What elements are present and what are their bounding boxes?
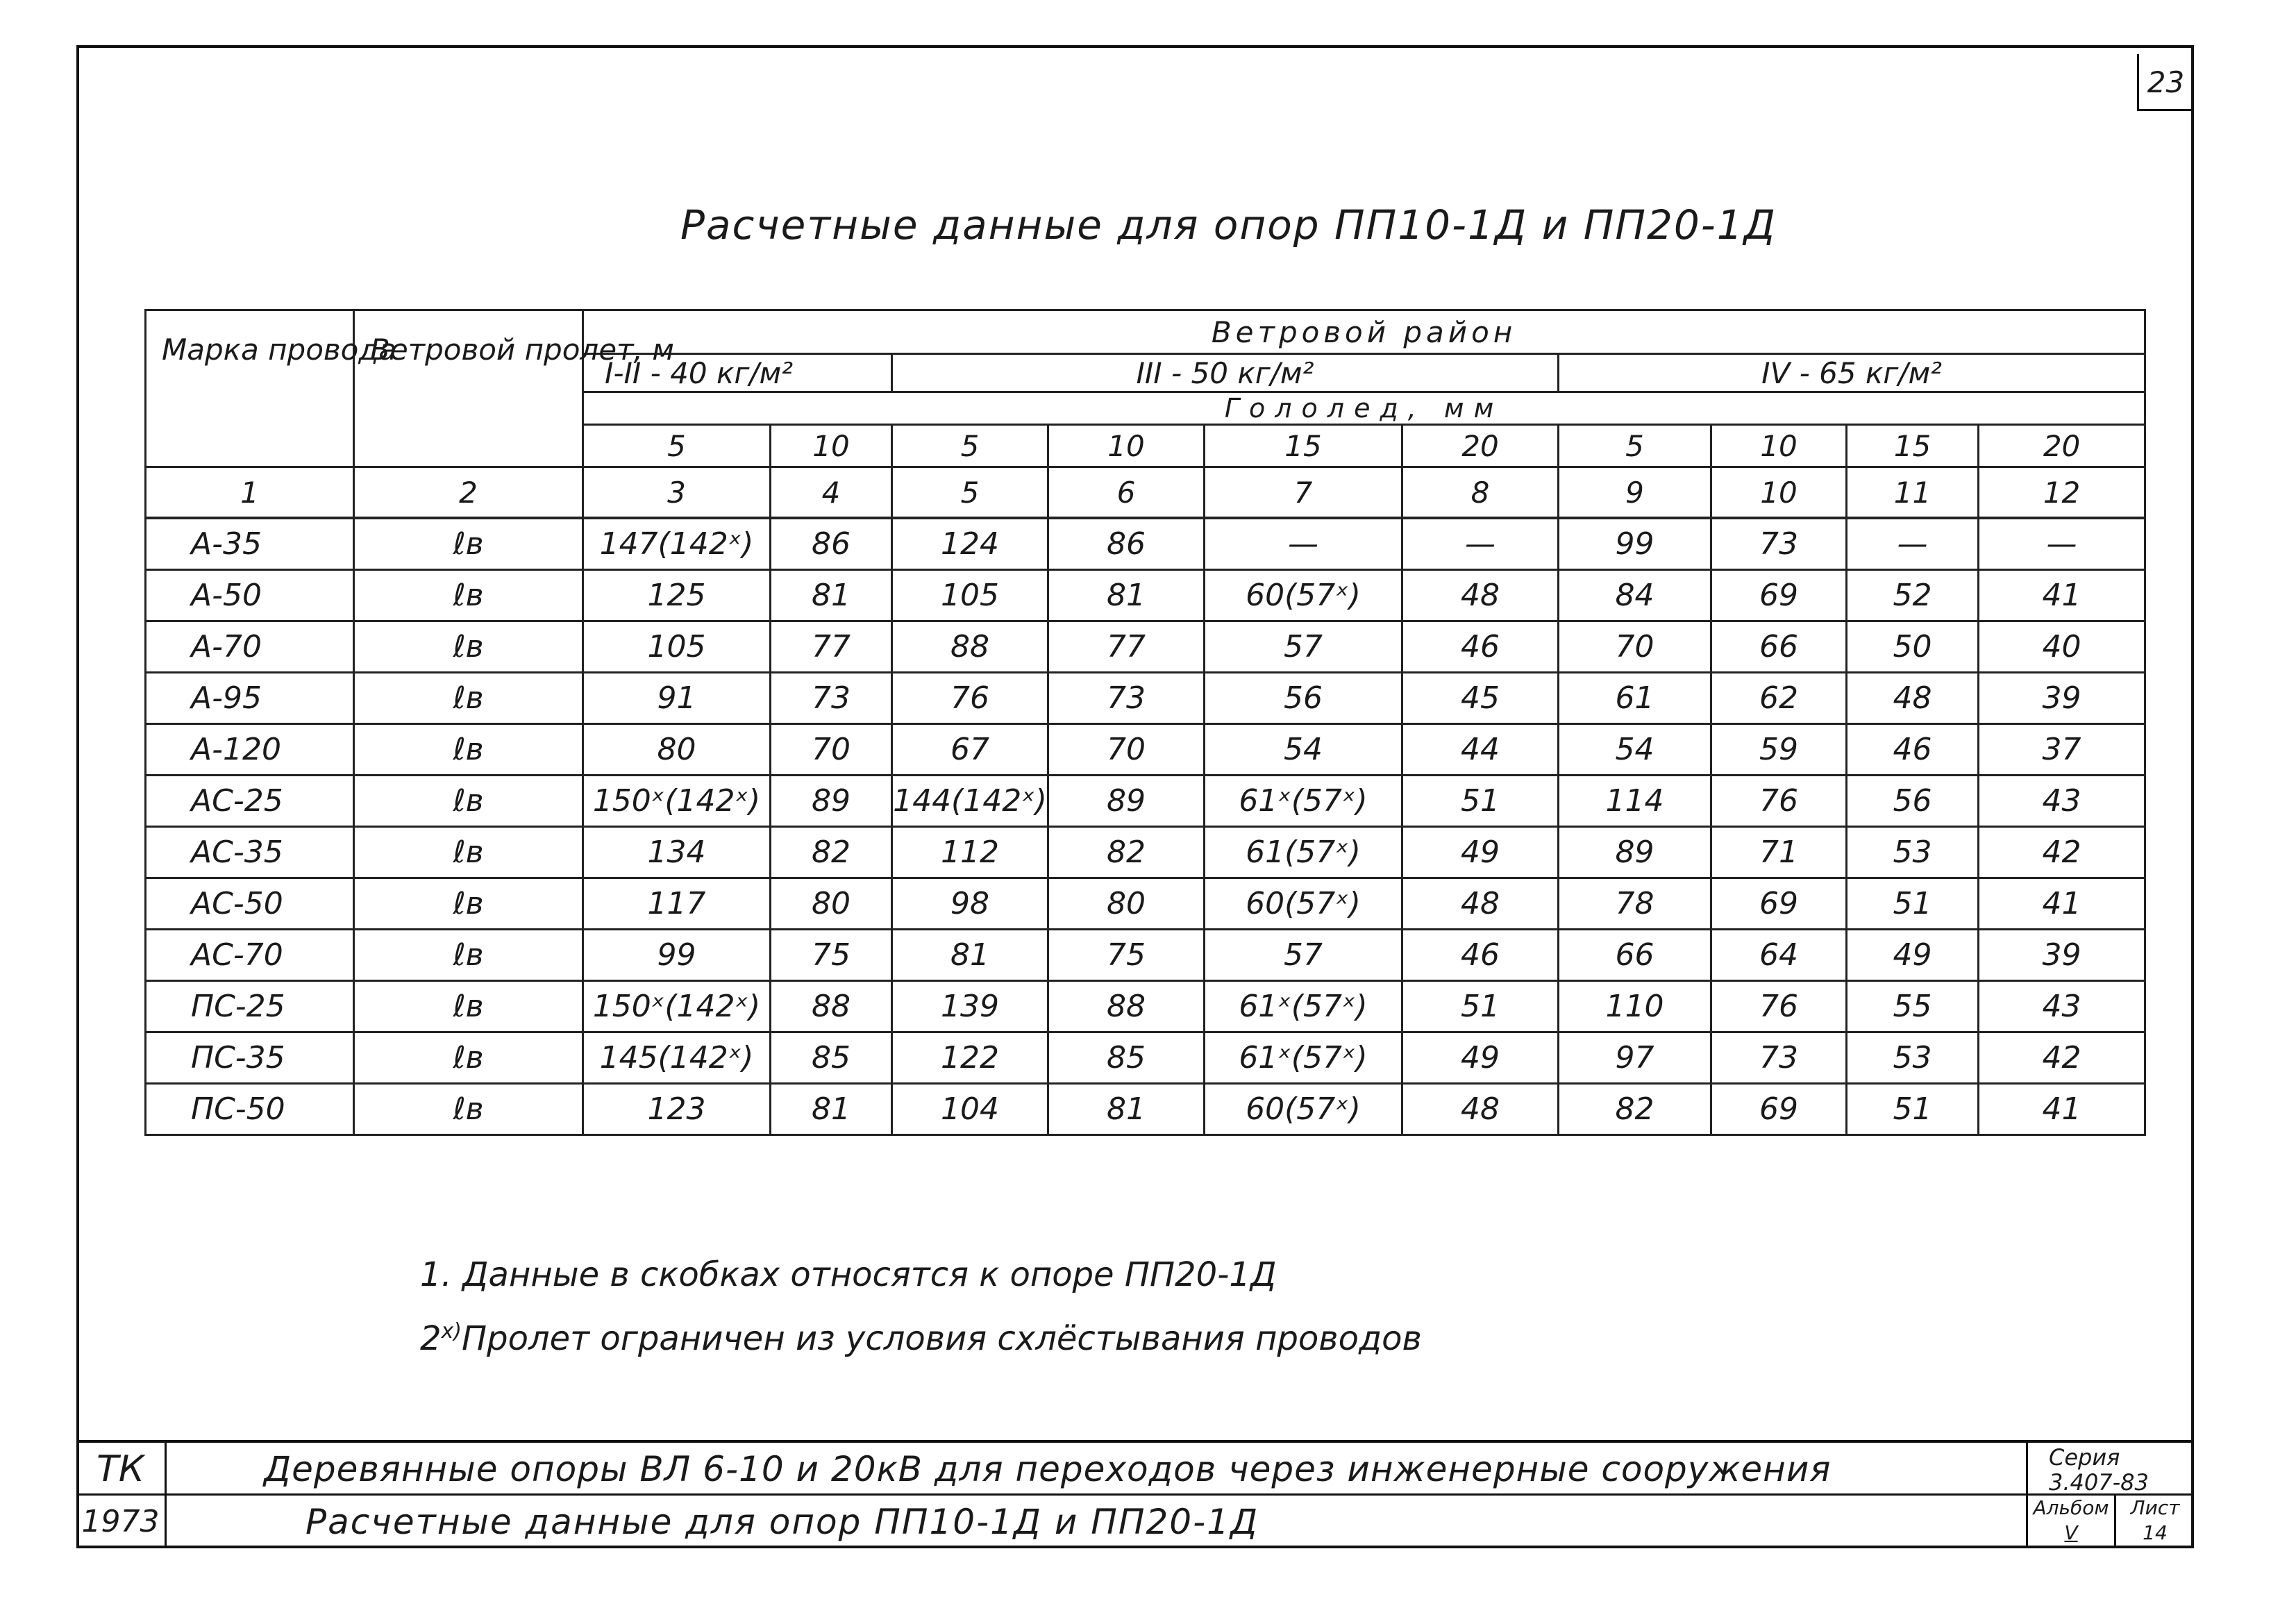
value-cell: 70 xyxy=(1048,724,1205,776)
note-2-text: Пролет ограничен из условия схлёстывания проводов xyxy=(462,1319,1422,1358)
series-value: 3.407-83 xyxy=(2049,1469,2149,1496)
value-cell: 70 xyxy=(771,724,892,776)
value-cell: 64 xyxy=(1711,930,1847,981)
series-label: Серия xyxy=(2049,1444,2120,1471)
value-cell: 76 xyxy=(1711,981,1847,1032)
value-cell: 86 xyxy=(1048,518,1205,570)
header-ice: Гололед, мм xyxy=(583,392,2145,425)
value-cell: 76 xyxy=(1711,776,1847,827)
value-cell: 84 xyxy=(1559,570,1711,621)
ice-thickness-cell: 5 xyxy=(583,425,771,467)
value-cell: 69 xyxy=(1711,570,1847,621)
value-cell: 53 xyxy=(1847,827,1979,878)
wire-brand-cell: А-70 xyxy=(146,621,354,673)
value-cell: 114 xyxy=(1559,776,1711,827)
value-cell: 89 xyxy=(1559,827,1711,878)
value-cell: 80 xyxy=(771,878,892,930)
value-cell: 45 xyxy=(1402,673,1559,724)
column-number-cell: 3 xyxy=(583,467,771,519)
value-cell: 53 xyxy=(1847,1032,1979,1084)
value-cell: 81 xyxy=(892,930,1048,981)
value-cell: 46 xyxy=(1402,930,1559,981)
value-cell: 54 xyxy=(1559,724,1711,776)
value-cell: 41 xyxy=(1979,1084,2145,1135)
column-number-cell: 6 xyxy=(1048,467,1205,519)
value-cell: 48 xyxy=(1847,673,1979,724)
value-cell: 41 xyxy=(1979,878,2145,930)
title-block-album xyxy=(2026,1496,2116,1548)
table-row xyxy=(146,673,2145,724)
value-cell: 82 xyxy=(1559,1084,1711,1135)
value-cell: 44 xyxy=(1402,724,1559,776)
span-cell: ℓв xyxy=(354,1032,583,1084)
span-cell: ℓв xyxy=(354,981,583,1032)
value-cell: 145(142ˣ) xyxy=(583,1032,771,1084)
column-number-cell: 11 xyxy=(1847,467,1979,519)
notes xyxy=(420,1246,1422,1367)
value-cell: 49 xyxy=(1402,1032,1559,1084)
value-cell: 122 xyxy=(892,1032,1048,1084)
album-value: V xyxy=(2064,1521,2078,1544)
value-cell: 91 xyxy=(583,673,771,724)
ice-thickness-cell: 15 xyxy=(1205,425,1402,467)
column-number-cell: 7 xyxy=(1205,467,1402,519)
value-cell: 43 xyxy=(1979,981,2145,1032)
span-cell: ℓв xyxy=(354,621,583,673)
value-cell: 39 xyxy=(1979,930,2145,981)
table-row xyxy=(146,776,2145,827)
value-cell: 61 xyxy=(1559,673,1711,724)
value-cell: 77 xyxy=(771,621,892,673)
ice-thickness-cell: 10 xyxy=(1711,425,1847,467)
value-cell: 81 xyxy=(771,570,892,621)
sheet-label: Лист xyxy=(2130,1496,2180,1519)
value-cell: 124 xyxy=(892,518,1048,570)
ice-thickness-cell: 20 xyxy=(1979,425,2145,467)
value-cell: 125 xyxy=(583,570,771,621)
ice-thickness-cell: 5 xyxy=(1559,425,1711,467)
wire-brand-cell: ПС-35 xyxy=(146,1032,354,1084)
value-cell: 123 xyxy=(583,1084,771,1135)
header-zone-1: I-II - 40 кг/м² xyxy=(583,354,892,392)
value-cell: 46 xyxy=(1402,621,1559,673)
value-cell: 60(57ˣ) xyxy=(1205,878,1402,930)
value-cell: 99 xyxy=(1559,518,1711,570)
value-cell: 85 xyxy=(771,1032,892,1084)
value-cell: 86 xyxy=(771,518,892,570)
value-cell: 89 xyxy=(1048,776,1205,827)
value-cell: 80 xyxy=(583,724,771,776)
value-cell: 144(142ˣ) xyxy=(892,776,1048,827)
value-cell: 80 xyxy=(1048,878,1205,930)
header-zone-2: III - 50 кг/м² xyxy=(892,354,1559,392)
ice-thickness-cell: 15 xyxy=(1847,425,1979,467)
value-cell: 71 xyxy=(1711,827,1847,878)
value-cell: 105 xyxy=(892,570,1048,621)
column-number-cell: 9 xyxy=(1559,467,1711,519)
table-row xyxy=(146,570,2145,621)
value-cell: 51 xyxy=(1847,878,1979,930)
wire-brand-cell: АС-35 xyxy=(146,827,354,878)
value-cell: 81 xyxy=(1048,570,1205,621)
value-cell: 112 xyxy=(892,827,1048,878)
value-cell: 150ˣ(142ˣ) xyxy=(583,981,771,1032)
value-cell: 104 xyxy=(892,1084,1048,1135)
value-cell: 75 xyxy=(771,930,892,981)
header-zone-3: IV - 65 кг/м² xyxy=(1559,354,2145,392)
value-cell: 61(57ˣ) xyxy=(1205,827,1402,878)
title-block-series xyxy=(2026,1443,2194,1496)
data-table xyxy=(144,309,2146,1136)
span-cell: ℓв xyxy=(354,1084,583,1135)
value-cell: 117 xyxy=(583,878,771,930)
value-cell: 69 xyxy=(1711,878,1847,930)
wire-brand-cell: АС-70 xyxy=(146,930,354,981)
value-cell: 51 xyxy=(1847,1084,1979,1135)
header-wind-span: Ветровой пролет, м xyxy=(354,310,583,467)
value-cell: — xyxy=(1979,518,2145,570)
value-cell: 97 xyxy=(1559,1032,1711,1084)
ice-thickness-cell: 10 xyxy=(771,425,892,467)
ice-thickness-cell: 10 xyxy=(1048,425,1205,467)
value-cell: 134 xyxy=(583,827,771,878)
column-number-cell: 10 xyxy=(1711,467,1847,519)
value-cell: 39 xyxy=(1979,673,2145,724)
value-cell: 88 xyxy=(1048,981,1205,1032)
value-cell: — xyxy=(1847,518,1979,570)
value-cell: 88 xyxy=(771,981,892,1032)
value-cell: 66 xyxy=(1559,930,1711,981)
value-cell: 42 xyxy=(1979,1032,2145,1084)
value-cell: 76 xyxy=(892,673,1048,724)
column-number-cell: 5 xyxy=(892,467,1048,519)
value-cell: 49 xyxy=(1402,827,1559,878)
value-cell: 51 xyxy=(1402,981,1559,1032)
span-cell: ℓв xyxy=(354,827,583,878)
wire-brand-cell: А-35 xyxy=(146,518,354,570)
value-cell: 48 xyxy=(1402,570,1559,621)
wire-brand-cell: А-50 xyxy=(146,570,354,621)
column-number-cell: 1 xyxy=(146,467,354,519)
value-cell: 50 xyxy=(1847,621,1979,673)
title-block-sheet xyxy=(2116,1496,2194,1548)
wire-brand-cell: А-95 xyxy=(146,673,354,724)
value-cell: 73 xyxy=(1711,518,1847,570)
album-label: Альбом xyxy=(2033,1496,2109,1519)
value-cell: 147(142ˣ) xyxy=(583,518,771,570)
value-cell: 46 xyxy=(1847,724,1979,776)
value-cell: 67 xyxy=(892,724,1048,776)
value-cell: 98 xyxy=(892,878,1048,930)
value-cell: 81 xyxy=(771,1084,892,1135)
value-cell: 73 xyxy=(771,673,892,724)
span-cell: ℓв xyxy=(354,724,583,776)
wire-brand-cell: АС-25 xyxy=(146,776,354,827)
value-cell: 105 xyxy=(583,621,771,673)
value-cell: 49 xyxy=(1847,930,1979,981)
table-row xyxy=(146,827,2145,878)
value-cell: 99 xyxy=(583,930,771,981)
ice-thickness-cell: 20 xyxy=(1402,425,1559,467)
span-cell: ℓв xyxy=(354,673,583,724)
value-cell: 61ˣ(57ˣ) xyxy=(1205,981,1402,1032)
value-cell: 40 xyxy=(1979,621,2145,673)
value-cell: 88 xyxy=(892,621,1048,673)
value-cell: 43 xyxy=(1979,776,2145,827)
table-row xyxy=(146,981,2145,1032)
table-row xyxy=(146,518,2145,570)
title-block-main-title: Деревянные опоры ВЛ 6-10 и 20кВ для переходов через инженерные сооружения xyxy=(167,1443,2118,1496)
value-cell: 110 xyxy=(1559,981,1711,1032)
value-cell: 41 xyxy=(1979,570,2145,621)
value-cell: 52 xyxy=(1847,570,1979,621)
value-cell: 42 xyxy=(1979,827,2145,878)
value-cell: 61ˣ(57ˣ) xyxy=(1205,776,1402,827)
value-cell: 56 xyxy=(1205,673,1402,724)
value-cell: 73 xyxy=(1711,1032,1847,1084)
table-row xyxy=(146,1084,2145,1135)
span-cell: ℓв xyxy=(354,570,583,621)
table-row xyxy=(146,930,2145,981)
value-cell: — xyxy=(1205,518,1402,570)
value-cell: 62 xyxy=(1711,673,1847,724)
note-2 xyxy=(420,1303,1422,1367)
table-row xyxy=(146,878,2145,930)
value-cell: 150ˣ(142ˣ) xyxy=(583,776,771,827)
value-cell: 89 xyxy=(771,776,892,827)
span-cell: ℓв xyxy=(354,518,583,570)
span-cell: ℓв xyxy=(354,776,583,827)
column-number-cell: 4 xyxy=(771,467,892,519)
value-cell: 85 xyxy=(1048,1032,1205,1084)
span-cell: ℓв xyxy=(354,878,583,930)
value-cell: 77 xyxy=(1048,621,1205,673)
ice-thickness-cell: 5 xyxy=(892,425,1048,467)
value-cell: 60(57ˣ) xyxy=(1205,570,1402,621)
value-cell: 59 xyxy=(1711,724,1847,776)
wire-brand-cell: АС-50 xyxy=(146,878,354,930)
value-cell: 56 xyxy=(1847,776,1979,827)
value-cell: 37 xyxy=(1979,724,2145,776)
table-row xyxy=(146,724,2145,776)
value-cell: — xyxy=(1402,518,1559,570)
value-cell: 70 xyxy=(1559,621,1711,673)
value-cell: 81 xyxy=(1048,1084,1205,1135)
sheet-number: 23 xyxy=(2137,54,2193,111)
value-cell: 139 xyxy=(892,981,1048,1032)
column-number-cell: 8 xyxy=(1402,467,1559,519)
value-cell: 73 xyxy=(1048,673,1205,724)
value-cell: 69 xyxy=(1711,1084,1847,1135)
value-cell: 57 xyxy=(1205,930,1402,981)
column-number-cell: 2 xyxy=(354,467,583,519)
wire-brand-cell: ПС-25 xyxy=(146,981,354,1032)
title-block xyxy=(76,1440,2194,1548)
column-number-cell: 12 xyxy=(1979,467,2145,519)
value-cell: 55 xyxy=(1847,981,1979,1032)
note-2-number: 2 xyxy=(420,1319,442,1358)
title-block-year: 1973 xyxy=(76,1496,167,1548)
span-cell: ℓв xyxy=(354,930,583,981)
value-cell: 57 xyxy=(1205,621,1402,673)
wire-brand-cell: ПС-50 xyxy=(146,1084,354,1135)
sheet-value: 14 xyxy=(2143,1521,2168,1544)
value-cell: 82 xyxy=(771,827,892,878)
value-cell: 61ˣ(57ˣ) xyxy=(1205,1032,1402,1084)
value-cell: 66 xyxy=(1711,621,1847,673)
value-cell: 82 xyxy=(1048,827,1205,878)
value-cell: 75 xyxy=(1048,930,1205,981)
value-cell: 78 xyxy=(1559,878,1711,930)
wire-brand-cell: А-120 xyxy=(146,724,354,776)
value-cell: 48 xyxy=(1402,1084,1559,1135)
title-block-sub-title: Расчетные данные для опор ПП10-1Д и ПП20-1Д xyxy=(305,1502,1259,1542)
table-row xyxy=(146,1032,2145,1084)
value-cell: 51 xyxy=(1402,776,1559,827)
value-cell: 54 xyxy=(1205,724,1402,776)
note-1: 1. Данные в скобках относятся к опоре ПП20-1Д xyxy=(420,1255,1277,1294)
table-row xyxy=(146,621,2145,673)
note-2-mark: x) xyxy=(441,1319,462,1343)
title-block-org: ТК xyxy=(76,1443,167,1496)
value-cell: 48 xyxy=(1402,878,1559,930)
page-title: Расчетные данные для опор ПП10-1Д и ПП20-1Д xyxy=(680,201,1777,249)
header-wire-brand: Марка провода xyxy=(146,310,354,467)
value-cell: 60(57ˣ) xyxy=(1205,1084,1402,1135)
header-wind-region: Ветровой район xyxy=(583,310,2145,354)
